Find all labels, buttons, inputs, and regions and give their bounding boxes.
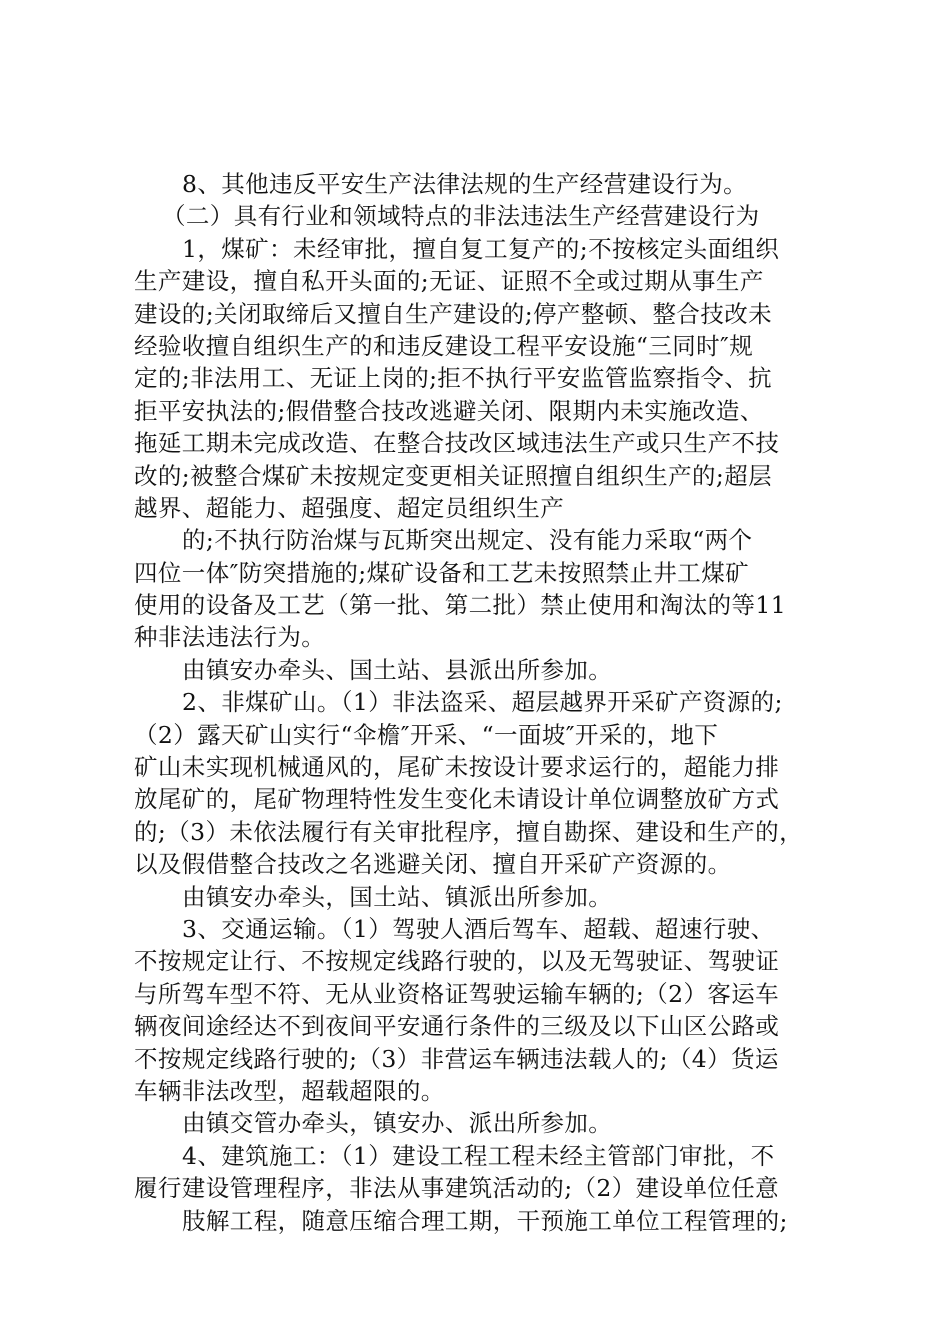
paragraph-line: 矿山未实现机械通风的，尾矿未按设计要求运行的，超能力排 [134,753,780,782]
document-body [134,168,834,1237]
paragraph-line: 定的;非法用工、无证上岗的;拒不执行平安监管监察指令、抗 [134,364,773,393]
paragraph-line: （2）露天矿山实行“伞檐″开采、“一面坡″开采的，地下 [134,720,719,749]
paragraph-lead-agency: 由镇安办牵头、国土站、县派出所参加。 [182,655,613,684]
paragraph-transport: 3、交通运输。（1）驾驶人酒后驾车、超载、超速行驶、 [182,914,775,943]
paragraph-coal-mine: 1，煤矿：未经审批，擅自复工复产的;不按核定头面组织 [182,234,780,263]
paragraph-line: 履行建设管理程序，非法从事建筑活动的;（2）建设单位任意 [134,1174,780,1203]
paragraph-line: 越界、超能力、超强度、超定员组织生产 [134,493,565,522]
paragraph-line: 生产建设，擅自私开头面的;无证、证照不全或过期从事生产 [134,267,764,296]
paragraph-line: 经验收擅自组织生产的和违反建设工程平安设施“三同时″规 [134,331,754,360]
paragraph-line: 的;（3）未依法履行有关审批程序，擅自勘探、建设和生产的， [134,817,803,846]
paragraph-line: 肢解工程，随意压缩合理工期，干预施工单位工程管理的; [182,1206,788,1235]
paragraph-line: 拖延工期未完成改造、在整合技改区域违法生产或只生产不技 [134,429,780,458]
paragraph-lead-agency: 由镇安办牵头，国土站、镇派出所参加。 [182,882,613,911]
paragraph-line: 不按规定线路行驶的;（3）非营运车辆违法载人的;（4）货运 [134,1044,779,1073]
paragraph-item-8: 8、其他违反平安生产法律法规的生产经营建设行为。 [182,170,748,198]
paragraph-line: 辆夜间途经达不到夜间平安通行条件的三级及以下山区公路或 [134,1012,780,1041]
section-heading-2: （二）具有行业和领域特点的非法违法生产经营建设行为 [162,202,760,231]
paragraph-line: 放尾矿的，尾矿物理特性发生变化未请设计单位调整放矿方式 [134,785,780,814]
paragraph-lead-agency: 由镇交管办牵头，镇安办、派出所参加。 [182,1109,613,1138]
paragraph-line: 建设的;关闭取缔后又擅自生产建设的;停产整顿、整合技改未 [134,299,773,328]
paragraph-line: 不按规定让行、不按规定线路行驶的，以及无驾驶证、驾驶证 [134,947,780,976]
paragraph-line: 以及假借整合技改之名逃避关闭、擅自开采矿产资源的。 [134,850,732,879]
paragraph-line: 拒平安执法的;假借整合技改逃避关闭、限期内未实施改造、 [134,396,764,425]
paragraph-line: 与所驾车型不符、无从业资格证驾驶运输车辆的;（2）客运车 [134,979,780,1008]
paragraph-line: 车辆非法改型，超载超限的。 [134,1076,445,1105]
paragraph-line: 种非法违法行为。 [134,623,326,652]
paragraph-line: 改的;被整合煤矿未按规定变更相关证照擅自组织生产的;超层 [134,461,773,490]
paragraph-line: 的;不执行防治煤与瓦斯突出规定、没有能力采取“两个 [182,526,753,555]
paragraph-non-coal-mine: 2、非煤矿山。（1）非法盗采、超层越界开采矿产资源的; [182,688,783,717]
paragraph-construction: 4、建筑施工：（1）建设工程工程未经主管部门审批，不 [182,1141,775,1170]
paragraph-line: 使用的设备及工艺（第一批、第二批）禁止使用和淘汰的等11 [134,591,787,620]
paragraph-line: 四位一体″防突措施的;煤矿设备和工艺未按照禁止井工煤矿 [134,558,749,587]
